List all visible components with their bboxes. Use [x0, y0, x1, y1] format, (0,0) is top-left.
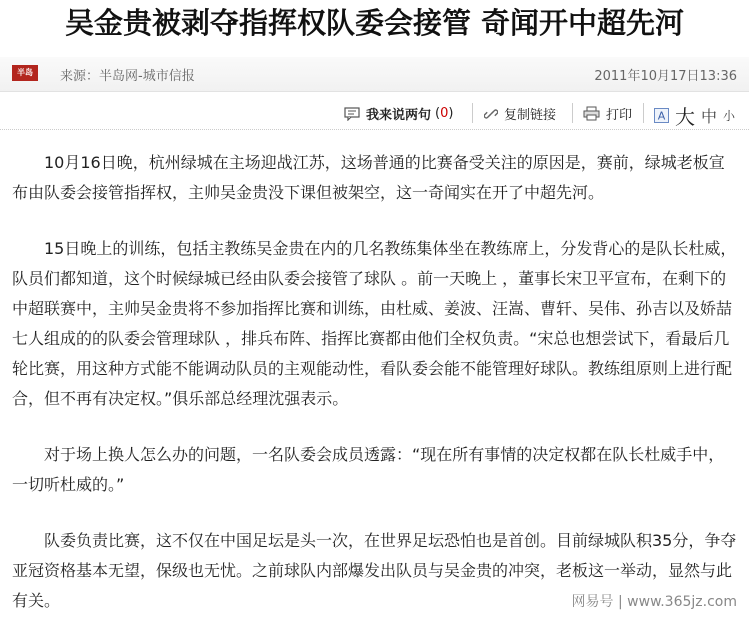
print-button[interactable]	[583, 104, 632, 123]
font-size-icon	[654, 108, 669, 123]
font-size-small[interactable]: 小	[723, 109, 736, 123]
copy-link-label: 复制链接	[504, 108, 557, 123]
watermark: 网易号 | www.365jz.com	[568, 591, 741, 611]
comment-button[interactable]: 我来说两句 (0)	[344, 104, 453, 123]
article-meta-bar	[0, 57, 749, 92]
comment-count: 0	[440, 106, 449, 121]
publisher-logo: 半岛	[12, 65, 38, 81]
toolbar-divider	[572, 103, 573, 123]
article-body	[12, 148, 738, 642]
font-size-medium[interactable]: 中	[701, 107, 718, 126]
font-size-large[interactable]: 大	[675, 105, 695, 129]
copy-link-button[interactable]	[484, 104, 556, 123]
article-date: 2011年10月17日13:36	[594, 69, 737, 84]
toolbar-divider	[643, 103, 644, 123]
link-icon	[484, 107, 498, 121]
article-paragraph: 队委负责比赛，这不仅在中国足坛是头一次，在世界足坛恐怕也是首创。目前绿城队积35分，争夺亚冠资格基本无望，保级也无忧。之前球队内部爆发出队员与吴金贵的冲突，老板这一举动，显然与此有关。	[12, 531, 737, 610]
print-label: 打印	[606, 108, 633, 123]
svg-text:A: A	[657, 109, 666, 123]
toolbar-divider	[472, 103, 473, 123]
article-paragraph: 15日晚上的训练，包括主教练吴金贵在内的几名教练集体坐在教练席上，分发背心的是队长杜威，队员们都知道，这个时候绿城已经由队委会接管了球队 。前一天晚上 ，董事长宋卫平宣布，在剩下的中超联赛中，主帅吴金贵将不参加指挥比赛和训练，由杜威、姜波、汪嵩、曹轩、吴伟、孙吉以及娇喆七人组成的的队委会管理球队 ，排兵布阵、指挥比赛都由他们全权负责。“宋总也想尝试下，看最后几轮比赛，用这种方式能不能调动队员的主观能动性，看队委会能不能管理好球队。教练组原则上进行配合，但不再有决定权。”俱乐部总经理沈强表示。	[12, 239, 737, 408]
comment-label: 我来说两句	[366, 108, 432, 123]
article-source: 来源：半岛网-城市信报	[60, 69, 195, 84]
printer-icon	[583, 106, 600, 121]
font-size-controls	[654, 101, 735, 130]
article-toolbar	[0, 97, 749, 130]
comment-icon	[344, 107, 360, 121]
article-paragraph: 对于场上换人怎么办的问题，一名队委会成员透露：“现在所有事情的决定权都在队长杜威手中，一切听杜威的。”	[12, 445, 725, 494]
article-paragraph: 10月16日晚，杭州绿城在主场迎战江苏，这场普通的比赛备受关注的原因是，赛前，绿城老板宣布由队委会接管指挥权，主帅吴金贵没下课但被架空，这一奇闻实在开了中超先河。	[12, 153, 725, 202]
article-title: 吴金贵被剥夺指挥权队委会接管 奇闻开中超先河	[64, 6, 685, 40]
